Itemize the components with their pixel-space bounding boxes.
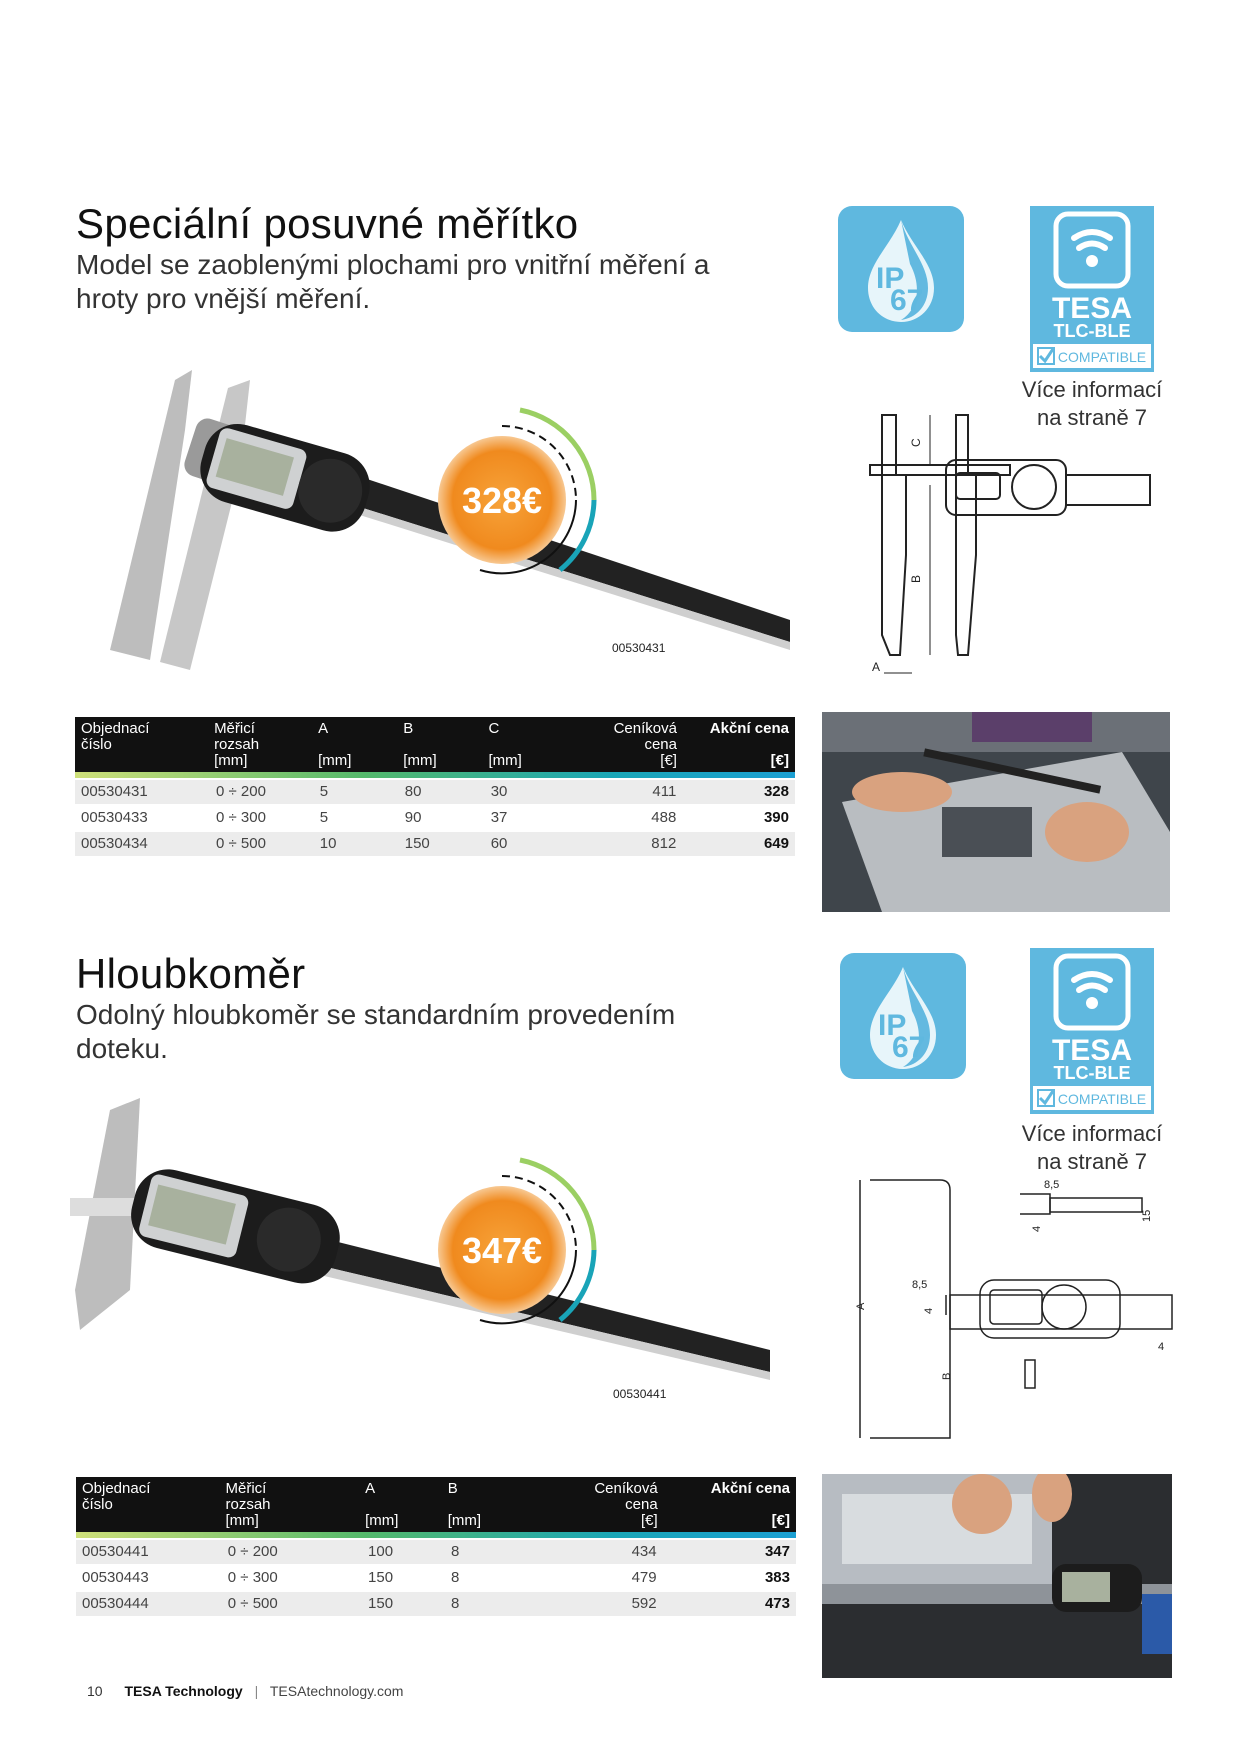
dim-15: 15 — [1141, 1209, 1153, 1222]
caliper-technical-drawing — [860, 405, 1160, 685]
col-sale-price: Akční cena [€] — [664, 1477, 796, 1532]
table-row: 00530444 0 ÷ 500 150 8 592 473 — [76, 1591, 796, 1617]
more-info: Více informací na straně 7 — [1021, 377, 1163, 430]
footer-separator: | — [254, 1683, 259, 1699]
table-row: 00530434 0 ÷ 500 10 150 60 812 649 — [75, 831, 795, 857]
tesa-model: TLC-BLE — [1053, 1063, 1131, 1083]
product-code-2: 00530441 — [613, 1387, 667, 1401]
col-order: Objednací číslo — [76, 1477, 220, 1532]
footer — [87, 1683, 403, 1699]
col-b: B [mm] — [397, 717, 482, 772]
col-range: Měřicí rozsah [mm] — [220, 1477, 360, 1532]
col-sale-price: Akční cena [€] — [683, 717, 795, 772]
dim-c: C — [909, 438, 923, 447]
col-a: A [mm] — [312, 717, 397, 772]
dim-4-detail: 4 — [1031, 1225, 1043, 1232]
more-info: Více informací na straně 7 — [1021, 1121, 1163, 1174]
header-gradient-bar — [76, 1532, 796, 1538]
section2-title: Hloubkoměr — [76, 950, 306, 997]
table-row: 00530433 0 ÷ 300 5 90 37 488 390 — [75, 805, 795, 831]
dim-a: A — [855, 1302, 867, 1310]
ip-text: IP — [878, 1009, 907, 1042]
price-circle-2 — [430, 1150, 610, 1350]
ip-number: 67 — [892, 1031, 926, 1064]
section2-subtitle-line2: doteku. — [76, 1033, 168, 1064]
section1-subtitle-line2: hroty pro vnější měření. — [76, 283, 371, 314]
section1-subtitle-line1: Model se zaoblenými plochami pro vnitřní měření a — [76, 249, 710, 280]
col-b: B [mm] — [442, 1477, 525, 1532]
ip67-badge — [838, 206, 964, 332]
price-1: 328€ — [461, 480, 543, 521]
col-list-price: Ceníková cena [€] — [568, 717, 683, 772]
dim-b: B — [941, 1372, 953, 1380]
tesa-compatible: COMPATIBLE — [1057, 1091, 1147, 1107]
spec-table-2 — [76, 1477, 796, 1618]
gauge-display-unit — [124, 1162, 347, 1290]
dim-8-5: 8,5 — [912, 1279, 928, 1291]
ip-number: 67 — [890, 284, 924, 317]
header-gradient-bar — [75, 772, 795, 778]
water-drop-icon — [840, 953, 966, 1079]
table-row: 00530441 0 ÷ 200 100 8 434 347 — [76, 1540, 796, 1565]
usage-photo-1 — [822, 712, 1170, 912]
price-circle-1 — [430, 400, 610, 600]
dim-a: A — [872, 660, 881, 674]
tesa-brand: TESA — [1051, 1034, 1133, 1067]
col-a: A [mm] — [359, 1477, 442, 1532]
dim-4: 4 — [923, 1307, 935, 1314]
water-drop-icon — [838, 206, 964, 332]
table-row: 00530443 0 ÷ 300 150 8 479 383 — [76, 1565, 796, 1591]
usage-photo-2 — [822, 1474, 1172, 1678]
table-row: 00530431 0 ÷ 200 5 80 30 411 328 — [75, 780, 795, 805]
tesa-tlc-badge — [1030, 948, 1154, 1114]
tesa-tlc-badge — [1030, 206, 1154, 372]
price-2: 347€ — [461, 1230, 543, 1271]
depth-gauge-technical-drawing — [850, 1170, 1180, 1450]
ip67-badge — [840, 953, 966, 1079]
tesa-model: TLC-BLE — [1053, 321, 1131, 341]
col-range: Měřicí rozsah [mm] — [208, 717, 312, 772]
wireless-icon — [1056, 214, 1128, 286]
dim-b: B — [909, 574, 923, 583]
wireless-icon — [1056, 956, 1128, 1028]
footer-url[interactable]: TESAtechnology.com — [269, 1683, 404, 1699]
product-code-1: 00530431 — [612, 641, 666, 655]
dim-4-beam: 4 — [1158, 1341, 1165, 1353]
page-number: 10 — [87, 1683, 103, 1699]
col-c: C [mm] — [483, 717, 568, 772]
ip-text: IP — [876, 262, 905, 295]
tesa-brand: TESA — [1051, 292, 1133, 325]
section2-subtitle-line1: Odolný hloubkoměr se standardním provedením — [76, 999, 676, 1030]
dim-8-5-detail: 8,5 — [1044, 1179, 1060, 1191]
col-order: Objednací číslo — [75, 717, 208, 772]
col-list-price: Ceníková cena [€] — [524, 1477, 663, 1532]
section1-title: Speciální posuvné měřítko — [76, 200, 579, 247]
spec-table-1 — [75, 717, 795, 858]
tesa-compatible: COMPATIBLE — [1057, 349, 1147, 365]
footer-brand: TESA Technology — [124, 1683, 243, 1699]
